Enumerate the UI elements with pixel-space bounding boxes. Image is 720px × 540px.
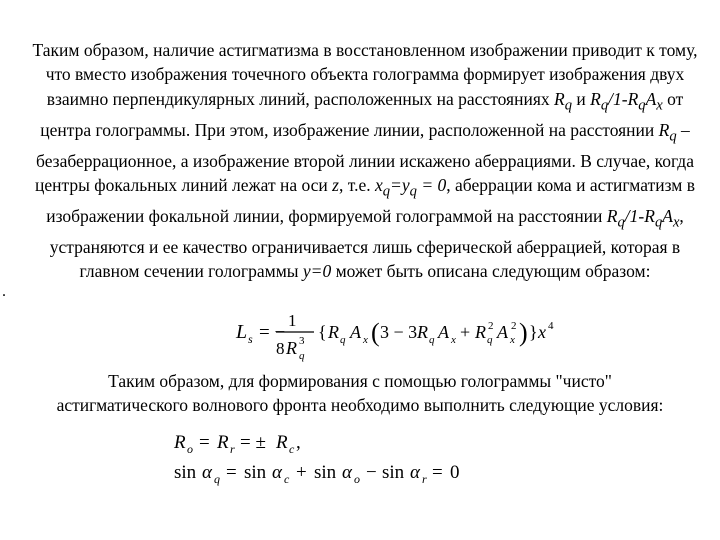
formula-sin: sin xyxy=(174,462,197,483)
formula-minus: − xyxy=(366,462,377,483)
text-segment: может быть описана следующим образом: xyxy=(331,261,651,282)
symbol-x: x xyxy=(374,175,383,196)
formula-alpha: α xyxy=(272,462,282,483)
formula-plus: + xyxy=(296,462,307,483)
formula-sub-s: s xyxy=(248,332,253,346)
formula-sub-o: o xyxy=(354,472,360,486)
formula-alpha: α xyxy=(202,462,212,483)
formula-sub-x: x xyxy=(510,334,515,346)
symbol-A: A xyxy=(645,88,657,109)
formula-equals: = xyxy=(226,462,237,483)
formula-paren-open: ( xyxy=(371,318,380,347)
formula-sub-x: x xyxy=(451,334,456,346)
formula-R: R xyxy=(417,322,428,342)
subscript-q: q xyxy=(600,97,609,114)
formula-R-r: R xyxy=(217,432,229,453)
formula-zero: 0 xyxy=(450,462,460,483)
subscript-q: q xyxy=(617,214,625,231)
formula-R-o: R xyxy=(174,432,186,453)
formula-A: A xyxy=(497,322,508,342)
formula-R: R xyxy=(328,322,339,342)
formula-numerator: 1 xyxy=(288,311,297,330)
text-segment: и xyxy=(572,88,591,109)
subscript-q: q xyxy=(654,214,663,231)
formula-den-8: 8 xyxy=(276,339,285,358)
formula-sup-2: 2 xyxy=(488,320,494,332)
paragraph-1 xyxy=(30,38,700,284)
formula-equals: = xyxy=(432,462,443,483)
formula-sub-c: c xyxy=(289,442,295,456)
text-segment: Таким образом, наличие астигматизма в восстановленном изображении приводит к тому, что вместо изображения точечного объекта голограмма формирует изображения двух взаимно перпендикулярных линий, расположенных на расстояниях xyxy=(32,40,698,109)
subscript-x: x xyxy=(672,214,680,231)
equals-sign: = xyxy=(390,175,402,196)
formula-sub-r: r xyxy=(422,472,427,486)
formula-paren-close: ) xyxy=(519,318,528,347)
formula-L: L xyxy=(236,321,248,343)
formula-alpha: α xyxy=(342,462,352,483)
paragraph-2-line-2: астигматического волнового фронта необходимо выполнить следующие условия: xyxy=(56,395,664,416)
paragraph-2-line-1: Таким образом, для формирования с помощью голограммы "чисто" xyxy=(108,371,612,391)
formula-sub-q: q xyxy=(214,472,220,486)
subscript-x: x xyxy=(656,97,663,114)
symbol-z: z xyxy=(332,175,339,196)
formula-equals-plusminus: = ± xyxy=(240,432,266,453)
formula-A: A xyxy=(350,322,361,342)
symbol-A: A xyxy=(662,205,673,226)
subscript-q: q xyxy=(409,183,417,200)
formula-plus: + xyxy=(460,322,471,342)
formula-sub-q: q xyxy=(340,334,346,346)
formula-sub-r: r xyxy=(230,442,235,456)
formula-x: x xyxy=(538,322,546,342)
text-segment: , аберрации кома и астигматизм в изображении фокальной линии, формируемой голограммой на расстоянии xyxy=(46,175,695,226)
formula-R: R xyxy=(475,322,486,342)
equals-zero: = 0 xyxy=(416,175,447,196)
formula-sin: sin xyxy=(314,462,337,483)
symbol-R: R xyxy=(590,88,601,109)
symbol-R: R xyxy=(658,119,670,140)
formula-den-sup-3: 3 xyxy=(299,335,305,347)
paragraph-2 xyxy=(0,369,720,418)
formula-sub-o: o xyxy=(187,442,193,456)
formula-sin: sin xyxy=(382,462,405,483)
formula-den-sub-q: q xyxy=(299,350,305,362)
formula-2-svg xyxy=(172,428,472,488)
formula-brace-open: { xyxy=(318,322,327,342)
symbol-R: R xyxy=(554,88,565,109)
formula-den-R: R xyxy=(286,338,297,358)
formula-alpha: α xyxy=(410,462,420,483)
formula-sin: sin xyxy=(244,462,267,483)
text-segment: , т.е. xyxy=(338,175,375,196)
formula-spherical-aberration xyxy=(232,306,572,366)
subscript-q: q xyxy=(382,183,391,200)
formula-sub-q: q xyxy=(487,334,493,346)
formula-equals: = xyxy=(199,432,210,453)
fraction-part: /1-R xyxy=(608,88,639,109)
formula-comma: , xyxy=(296,432,301,453)
formula-sub-c: c xyxy=(284,472,290,486)
symbol-y: y xyxy=(401,175,410,196)
formula-1-svg xyxy=(232,306,572,366)
formula-sub-x: x xyxy=(363,334,368,346)
symbol-y-zero: y=0 xyxy=(302,261,332,282)
formula-A: A xyxy=(438,322,449,342)
subscript-q: q xyxy=(638,97,646,114)
subscript-q: q xyxy=(564,97,572,114)
formula-sub-q: q xyxy=(429,334,435,346)
text-segment: от центра голограммы. При этом, изображение линии, расположенной на расстоянии xyxy=(40,88,684,140)
formula-sup-4: 4 xyxy=(548,320,554,332)
subscript-q: q xyxy=(669,128,677,145)
text-segment: , устраняются и ее качество ограничивается лишь сферической аберрацией, которая в главном сечении голограммы xyxy=(49,205,684,282)
formula-R-c: R xyxy=(276,432,288,453)
text-segment: – безаберрационное, а изображение второй линии искажено аберрациями. В случае, когда центры фокальных линий лежат на оси xyxy=(35,119,694,196)
formula-brace-close: } xyxy=(529,322,538,342)
formula-sup-2: 2 xyxy=(511,320,517,332)
formula-conditions xyxy=(172,428,472,488)
fraction-part: /1-R xyxy=(624,205,655,226)
formula-equals-minus: = − xyxy=(259,322,286,343)
formula-three: 3 − 3 xyxy=(380,322,418,342)
bullet-marker: . xyxy=(2,283,6,300)
symbol-R: R xyxy=(606,205,618,226)
